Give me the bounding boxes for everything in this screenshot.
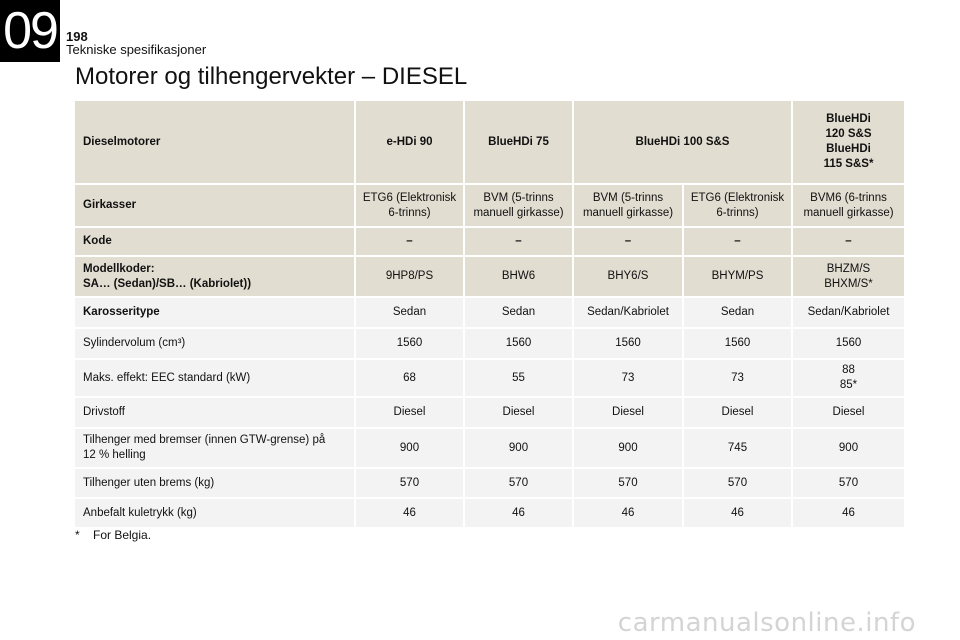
table-cell: BVM (5-trinns manuell girkasse) — [465, 185, 574, 226]
row-label: Sylindervolum (cm³) — [75, 329, 356, 358]
table-row-drivstoff — [75, 398, 904, 429]
table-cell: 46 — [842, 506, 855, 519]
table-cell: BHW6 — [465, 257, 574, 296]
table-cell: 570 — [356, 469, 465, 497]
table-row-sylindervolum — [75, 329, 904, 360]
table-cell: 1560 — [574, 329, 684, 358]
table-cell: – — [356, 228, 465, 255]
row-label: Tilhenger med bremser (innen GTW-grense) på 12 % helling — [75, 429, 356, 467]
table-cell: 9HP8/PS — [356, 257, 465, 296]
section-title: Tekniske spesifikasjoner — [66, 42, 207, 57]
table-cell: Sedan — [356, 298, 465, 327]
table-row-effekt — [75, 360, 904, 398]
table-cell: 570 — [838, 476, 859, 489]
table-cell: 900 — [356, 429, 465, 467]
header-label: Dieselmotorer — [75, 101, 356, 183]
table-cell: – — [684, 228, 793, 255]
table-cell: 46 — [356, 499, 465, 527]
table-cell: Diesel — [574, 398, 684, 427]
table-row-kuletrykk — [75, 499, 904, 529]
table-row-tilhenger-uten — [75, 469, 904, 499]
header-col-bluehdi75: BlueHDi 75 — [465, 101, 574, 183]
table-cell: BVM (5-trinns manuell girkasse) — [574, 185, 684, 226]
table-cell: Sedan/Kabriolet — [807, 306, 890, 318]
table-cell: Diesel — [356, 398, 465, 427]
row-label: Karosseritype — [75, 298, 356, 327]
table-cell: 745 — [684, 429, 793, 467]
table-cell: BVM6 (6-trinns manuell girkasse) — [803, 191, 894, 219]
table-cell: 73 — [684, 360, 793, 396]
table-cell: Diesel — [465, 398, 574, 427]
table-cell: 570 — [465, 469, 574, 497]
table-cell: Diesel — [832, 406, 865, 418]
table-cell: 900 — [465, 429, 574, 467]
table-row-girkasser — [75, 185, 904, 228]
table-cell: 1560 — [356, 329, 465, 358]
footnote-text: For Belgia. — [93, 528, 152, 542]
table-cell: 900 — [574, 429, 684, 467]
row-label: Kode — [75, 228, 356, 255]
table-cell: 46 — [465, 499, 574, 527]
watermark: carmanualsonline.info — [617, 608, 916, 638]
table-cell: 68 — [356, 360, 465, 396]
table-cell: 55 — [465, 360, 574, 396]
header-col-bluehdi120: BlueHDi 120 S&S BlueHDi 115 S&S* — [823, 113, 874, 170]
table-cell: ETG6 (Elektronisk 6-trinns) — [356, 185, 465, 226]
table-cell: – — [574, 228, 684, 255]
table-row-modellkoder — [75, 257, 904, 298]
header-col-bluehdi100: BlueHDi 100 S&S — [574, 101, 793, 183]
table-cell: – — [465, 228, 574, 255]
table-cell: 73 — [574, 360, 684, 396]
table-cell: Sedan — [465, 298, 574, 327]
table-cell: BHZM/S BHXM/S* — [824, 262, 873, 290]
table-row-karosseritype — [75, 298, 904, 329]
footnote — [75, 528, 151, 543]
table-cell: ETG6 (Elektronisk 6-trinns) — [684, 185, 793, 226]
table-cell: Sedan — [684, 298, 793, 327]
table-cell: Sedan/Kabriolet — [574, 298, 684, 327]
chapter-number: 09 — [0, 0, 60, 62]
table-cell: 900 — [838, 441, 859, 454]
table-cell: 570 — [684, 469, 793, 497]
table-cell: 88 85* — [839, 364, 858, 391]
table-cell: – — [845, 235, 852, 247]
table-cell: 1560 — [684, 329, 793, 358]
row-label: Tilhenger uten brems (kg) — [75, 469, 356, 497]
footnote-marker: * — [75, 528, 80, 542]
header-col-ehdi90: e-HDi 90 — [356, 101, 465, 183]
table-cell: 46 — [574, 499, 684, 527]
table-header-row — [75, 101, 904, 185]
table-cell: BHYM/PS — [684, 257, 793, 296]
table-cell: BHY6/S — [574, 257, 684, 296]
table-cell: Diesel — [684, 398, 793, 427]
engine-spec-table — [75, 101, 904, 529]
table-row-kode — [75, 228, 904, 257]
table-row-tilhenger-bremser — [75, 429, 904, 469]
table-cell: 46 — [684, 499, 793, 527]
table-cell: 1560 — [835, 337, 862, 349]
row-label: Drivstoff — [75, 398, 356, 427]
table-cell: 1560 — [465, 329, 574, 358]
page-title: Motorer og tilhengervekter – DIESEL — [75, 63, 468, 90]
row-label: Modellkoder: SA… (Sedan)/SB… (Kabriolet)) — [75, 257, 356, 296]
table-cell: 570 — [574, 469, 684, 497]
row-label: Girkasser — [75, 185, 356, 226]
row-label: Maks. effekt: EEC standard (kW) — [75, 360, 356, 396]
row-label: Anbefalt kuletrykk (kg) — [75, 499, 356, 527]
page-number: 198 — [66, 29, 88, 44]
